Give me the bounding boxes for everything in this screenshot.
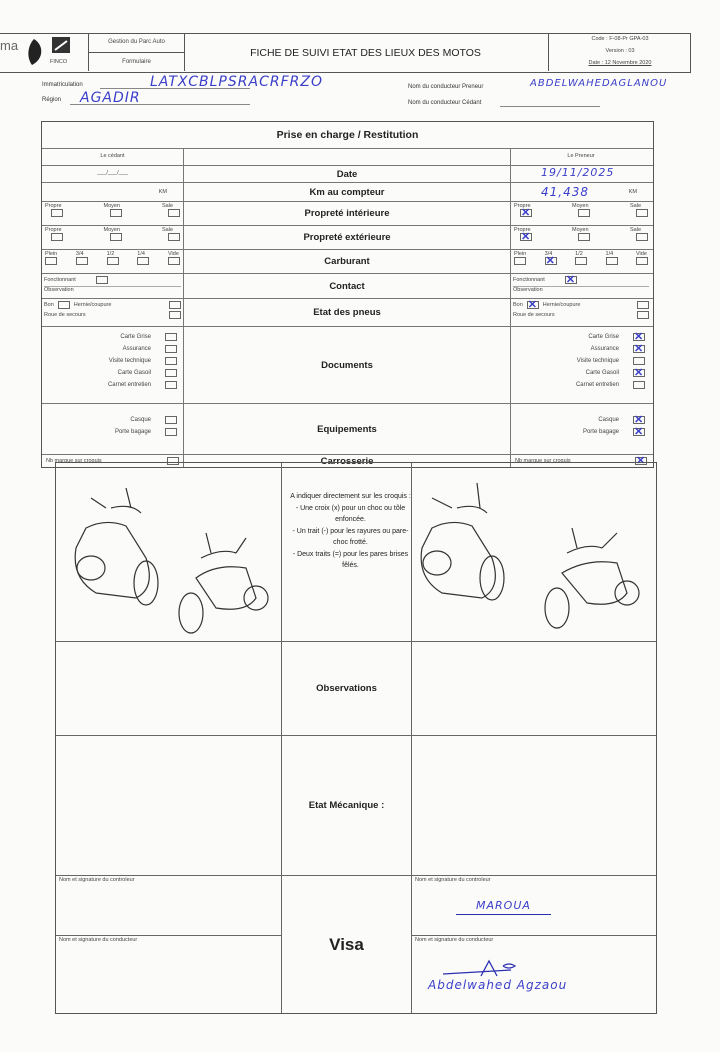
leaf-logo-icon: [24, 37, 46, 67]
checkbox[interactable]: [514, 257, 526, 265]
nb-marque-label: Nb marque sur croquis: [46, 458, 102, 464]
checkbox[interactable]: [637, 301, 649, 309]
preneur-observations-field[interactable]: [412, 642, 656, 735]
checkbox-checked[interactable]: [633, 369, 645, 377]
checkbox[interactable]: [636, 209, 648, 217]
divider: [411, 935, 656, 936]
bon-label: Bon: [44, 302, 54, 308]
preneur-label: Nom du conducteur Preneur: [408, 84, 484, 90]
option-label: Moyen: [572, 227, 589, 233]
table-heading: Prise en charge / Restitution: [276, 129, 419, 141]
option-label: Sale: [162, 227, 174, 233]
checkbox[interactable]: [165, 333, 177, 341]
checkbox[interactable]: [58, 301, 70, 309]
checkbox[interactable]: [633, 357, 645, 365]
option-label: Propre: [514, 203, 531, 209]
preneur-fuel: [511, 250, 651, 273]
company-logo: [0, 33, 88, 71]
prop-ext-row: [42, 225, 653, 249]
blank-header: [184, 149, 511, 165]
option-label: 3/4: [544, 251, 553, 257]
doc-code-box: [548, 33, 691, 71]
region-field[interactable]: AGADIR: [80, 90, 141, 106]
page-title: FICHE DE SUIVI ETAT DES LIEUX DES MOTOS: [250, 47, 481, 59]
bon-label: Bon: [513, 302, 523, 308]
equipements-label: Equipements: [184, 404, 511, 454]
date-row: [42, 165, 653, 182]
hernie-label: Hernie/coupure: [542, 302, 581, 308]
documents-label: Documents: [184, 327, 511, 403]
preneur-mecanique-field[interactable]: [412, 736, 656, 875]
doc-label: Carnet entretien: [575, 382, 619, 388]
checkbox[interactable]: [110, 209, 122, 217]
fonctionnant-label: Fonctionnant: [44, 277, 76, 283]
checkbox[interactable]: [137, 257, 149, 265]
nb-marque-label: Nb marque sur croquis: [515, 458, 571, 464]
preneur-documents: [511, 327, 651, 403]
checkbox[interactable]: [165, 381, 177, 389]
cedant-prop-int: [42, 202, 184, 225]
doc-label: Visite technique: [108, 358, 151, 364]
option-label: Moyen: [103, 203, 121, 209]
checkbox[interactable]: [165, 345, 177, 353]
checkbox-checked[interactable]: [520, 209, 532, 217]
option-label: Vide: [167, 251, 179, 257]
preneur-prop-int: [511, 202, 651, 225]
right-conducteur-label: Nom et signature du conducteur: [415, 937, 494, 943]
cedant-prop-ext: [42, 226, 184, 249]
date-label: Date: [184, 166, 511, 182]
option-label: 1/2: [575, 251, 583, 257]
inspection-table: [41, 121, 654, 468]
option-label: Plein: [45, 251, 58, 257]
checkbox[interactable]: [45, 257, 57, 265]
doc-label: Carte Grise: [588, 334, 619, 340]
note-line: A indiquer directement sur les croquis :: [290, 493, 411, 500]
option-label: 1/4: [605, 251, 614, 257]
cedant-observations-field[interactable]: [56, 642, 281, 735]
preneur-pneus: [511, 299, 651, 326]
croquis-instructions: [282, 463, 419, 572]
note-line: - Deux traits (=) pour les pares brises fêlés.: [292, 550, 409, 569]
checkbox[interactable]: [107, 257, 119, 265]
doc-label: Assurance: [122, 346, 151, 352]
preneur-date-field[interactable]: 19/11/2025: [541, 166, 615, 179]
cedant-documents: [42, 327, 184, 403]
checkbox[interactable]: [636, 257, 648, 265]
logo-subtext: FINCO: [50, 59, 68, 65]
prop-ext-label: Propreté extérieure: [184, 226, 511, 249]
km-unit: KM: [628, 189, 637, 195]
immatriculation-label: Immatriculation: [42, 82, 83, 88]
cedant-mecanique-field[interactable]: [56, 736, 281, 875]
cedant-contact: [42, 274, 184, 298]
doc-label: Visite technique: [576, 358, 619, 364]
equip-label: Porte bagage: [114, 429, 151, 435]
note-line: - Un trait (-) pour les rayures ou pare-choc frotté.: [292, 527, 409, 546]
checkbox[interactable]: [575, 257, 587, 265]
checkbox[interactable]: [165, 416, 177, 424]
doc-type-label: Formulaire: [122, 59, 151, 65]
option-label: Propre: [45, 227, 62, 233]
signature-flourish-icon: [441, 958, 531, 980]
cedant-field[interactable]: [500, 106, 600, 107]
region-label: Région: [42, 97, 62, 103]
checkbox[interactable]: [165, 369, 177, 377]
checkbox[interactable]: [633, 381, 645, 389]
option-label: Propre: [514, 227, 531, 233]
checkbox[interactable]: [168, 233, 180, 241]
header-dept-box: [88, 33, 185, 71]
option-label: Vide: [635, 251, 647, 257]
cedant-date-field[interactable]: ___/___/___: [42, 166, 184, 182]
checkbox[interactable]: [51, 209, 63, 217]
checkbox[interactable]: [165, 428, 177, 436]
checkbox[interactable]: [165, 357, 177, 365]
checkbox-checked[interactable]: [565, 276, 577, 284]
immatriculation-field[interactable]: LATXCBLPSRACRFRZO: [150, 74, 323, 90]
doc-code: Code : F-08-Pr GPA-03: [591, 36, 649, 42]
doc-version: Version : 03: [605, 48, 635, 54]
cedant-header: Le cédant: [42, 149, 184, 165]
checkbox[interactable]: [637, 311, 649, 319]
conducteur-signature[interactable]: Abdelwahed Agzaou: [428, 978, 568, 992]
preneur-field[interactable]: ABDELWAHEDAGLANOU: [530, 78, 668, 89]
preneur-prop-ext: [511, 226, 651, 249]
party-header-row: [42, 148, 653, 165]
scooter-sketch-right[interactable]: [412, 468, 656, 638]
observation-label: Observation: [513, 286, 649, 293]
left-controleur-label: Nom et signature du controleur: [59, 877, 135, 883]
checkbox-checked[interactable]: [633, 416, 645, 424]
carburant-row: [42, 249, 653, 273]
option-label: 3/4: [75, 251, 84, 257]
observations-label: Observations: [316, 683, 377, 694]
cedant-km-field[interactable]: [42, 183, 184, 201]
km-label: Km au compteur: [184, 183, 511, 201]
km-unit: KM: [158, 189, 167, 195]
doc-date: Date : 12 Novembre 2020: [588, 60, 652, 66]
dept-label: Gestion du Parc Auto: [89, 33, 184, 53]
checkbox[interactable]: [96, 276, 108, 284]
carburant-label: Carburant: [184, 250, 511, 273]
lower-grid: [55, 462, 657, 1014]
km-row: [42, 182, 653, 201]
documents-row: [42, 326, 653, 403]
equip-label: Porte bagage: [582, 429, 619, 435]
option-label: Moyen: [572, 203, 589, 209]
carrosserie-label: Carrosserie: [184, 455, 511, 467]
checkbox[interactable]: [636, 233, 648, 241]
equip-label: Casque: [130, 417, 151, 423]
preneur-contact: [511, 274, 651, 298]
left-conducteur-label: Nom et signature du conducteur: [59, 937, 138, 943]
preneur-km-value: 41,438: [541, 185, 589, 199]
doc-label: Carnet entretien: [107, 382, 151, 388]
checkbox[interactable]: [578, 233, 590, 241]
hernie-label: Hernie/coupure: [73, 302, 112, 308]
doc-label: Carte Gasoil: [585, 370, 619, 376]
checkbox-checked[interactable]: [520, 233, 532, 241]
checkbox-checked[interactable]: [545, 257, 557, 265]
checkbox[interactable]: [51, 233, 63, 241]
doc-label: Carte Grise: [120, 334, 151, 340]
cedant-pneus: [42, 299, 184, 326]
right-controleur-label: Nom et signature du controleur: [415, 877, 491, 883]
option-label: Plein: [514, 251, 527, 257]
checkbox[interactable]: [606, 257, 618, 265]
cedant-fuel: [42, 250, 184, 273]
pneus-row: [42, 298, 653, 326]
logo-text: ma: [0, 38, 19, 53]
prop-int-label: Propreté intérieure: [184, 202, 511, 225]
checkbox-checked[interactable]: [633, 345, 645, 353]
option-label: 1/4: [137, 251, 145, 257]
cedant-equipements: [42, 404, 184, 454]
brand-mark-icon: [52, 37, 70, 53]
equip-label: Casque: [598, 417, 619, 423]
doc-label: Carte Gasoil: [117, 370, 151, 376]
checkbox[interactable]: [169, 301, 181, 309]
controleur-signature[interactable]: MAROUA: [456, 899, 551, 915]
divider: [56, 935, 281, 936]
checkbox-checked[interactable]: [633, 333, 645, 341]
checkbox[interactable]: [110, 233, 122, 241]
checkbox[interactable]: [169, 311, 181, 319]
visa-label: Visa: [329, 934, 364, 954]
cedant-label: Nom du conducteur Cédant: [408, 100, 482, 106]
option-label: Propre: [45, 203, 62, 209]
contact-row: [42, 273, 653, 298]
equipements-row: [42, 403, 653, 454]
checkbox-checked[interactable]: [633, 428, 645, 436]
option-label: Sale: [630, 203, 642, 209]
contact-label: Contact: [184, 274, 511, 298]
option-label: Moyen: [103, 227, 121, 233]
secours-label: Roue de secours: [513, 312, 555, 318]
option-label: 1/2: [106, 251, 115, 257]
pneus-label: Etat des pneus: [184, 299, 511, 326]
preneur-equipements: [511, 404, 651, 454]
secours-label: Roue de secours: [44, 312, 86, 318]
prop-int-row: [42, 201, 653, 225]
checkbox[interactable]: [168, 257, 180, 265]
checkbox[interactable]: [578, 209, 590, 217]
preneur-header: Le Preneur: [567, 153, 595, 159]
checkbox-checked[interactable]: [527, 301, 539, 309]
scooter-sketch-left[interactable]: [56, 468, 281, 638]
checkbox[interactable]: [76, 257, 88, 265]
mecanique-label: Etat Mécanique :: [308, 800, 385, 811]
option-label: Sale: [630, 227, 642, 233]
option-label: Sale: [162, 203, 174, 209]
note-line: - Une croix (x) pour un choc ou tôle enfoncée.: [295, 504, 406, 523]
checkbox[interactable]: [168, 209, 180, 217]
doc-label: Assurance: [590, 346, 619, 352]
observation-label: Observation: [44, 286, 181, 293]
preneur-km-field[interactable]: [511, 183, 651, 201]
fonctionnant-label: Fonctionnant: [513, 277, 545, 283]
